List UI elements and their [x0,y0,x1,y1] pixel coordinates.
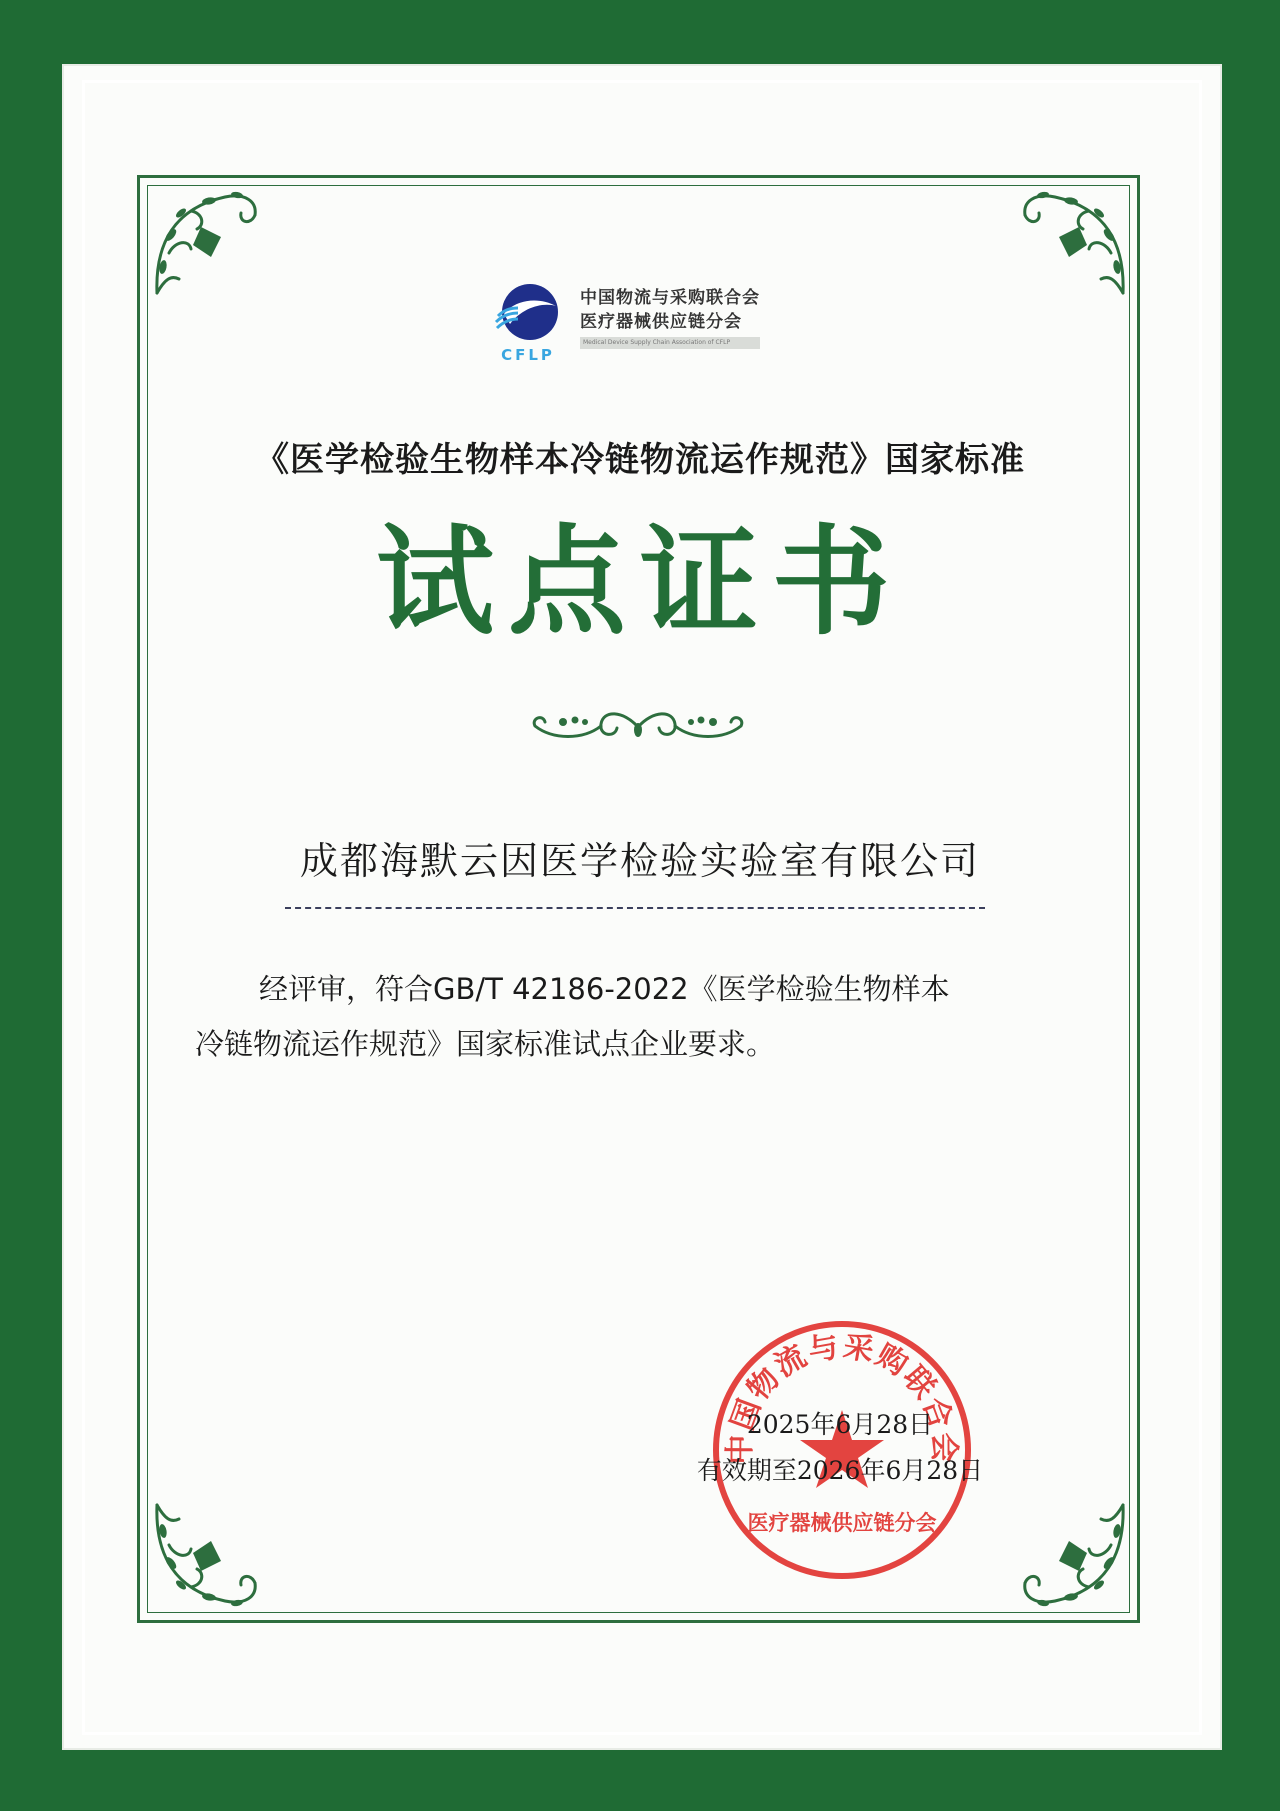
certificate-body [195,962,1075,1072]
date-block [660,1402,1020,1494]
valid-until: 有效期至2026年6月28日 [696,1456,984,1485]
company-name: 成都海默云因医学检验实验室有限公司 [299,839,980,883]
logo-abbr-text: CFLP [501,346,555,364]
org-name-line1: 中国物流与采购联合会 [580,288,760,308]
org-name-line2: 医疗器械供应链分会 [580,312,742,332]
body-line-1: 经评审，符合GB/T 42186-2022《医学检验生物样本 [259,972,950,1006]
company-underline [285,907,985,909]
seal-bottom-text: 医疗器械供应链分会 [747,1510,937,1535]
org-logo [488,280,788,365]
scroll-ornament [523,702,753,752]
standard-title: 《医学检验生物样本冷链物流运作规范》国家标准 [255,440,1025,480]
corner-flourish-top-left [145,183,295,333]
frame-inner-border [147,185,1130,1613]
body-line-2: 冷链物流运作规范》国家标准试点企业要求。 [195,1027,776,1061]
certificate-title: 试点证书 [375,512,904,651]
seal-arc-text: 中国物流与采购联合会 [722,1328,962,1465]
corner-flourish-top-right [985,183,1135,333]
org-english-name: Medical Device Supply Chain Association of CFLP [580,337,760,349]
issue-date: 2025年6月28日 [746,1410,934,1439]
cflp-logo-icon [488,280,568,365]
corner-flourish-bottom-left [145,1465,295,1615]
